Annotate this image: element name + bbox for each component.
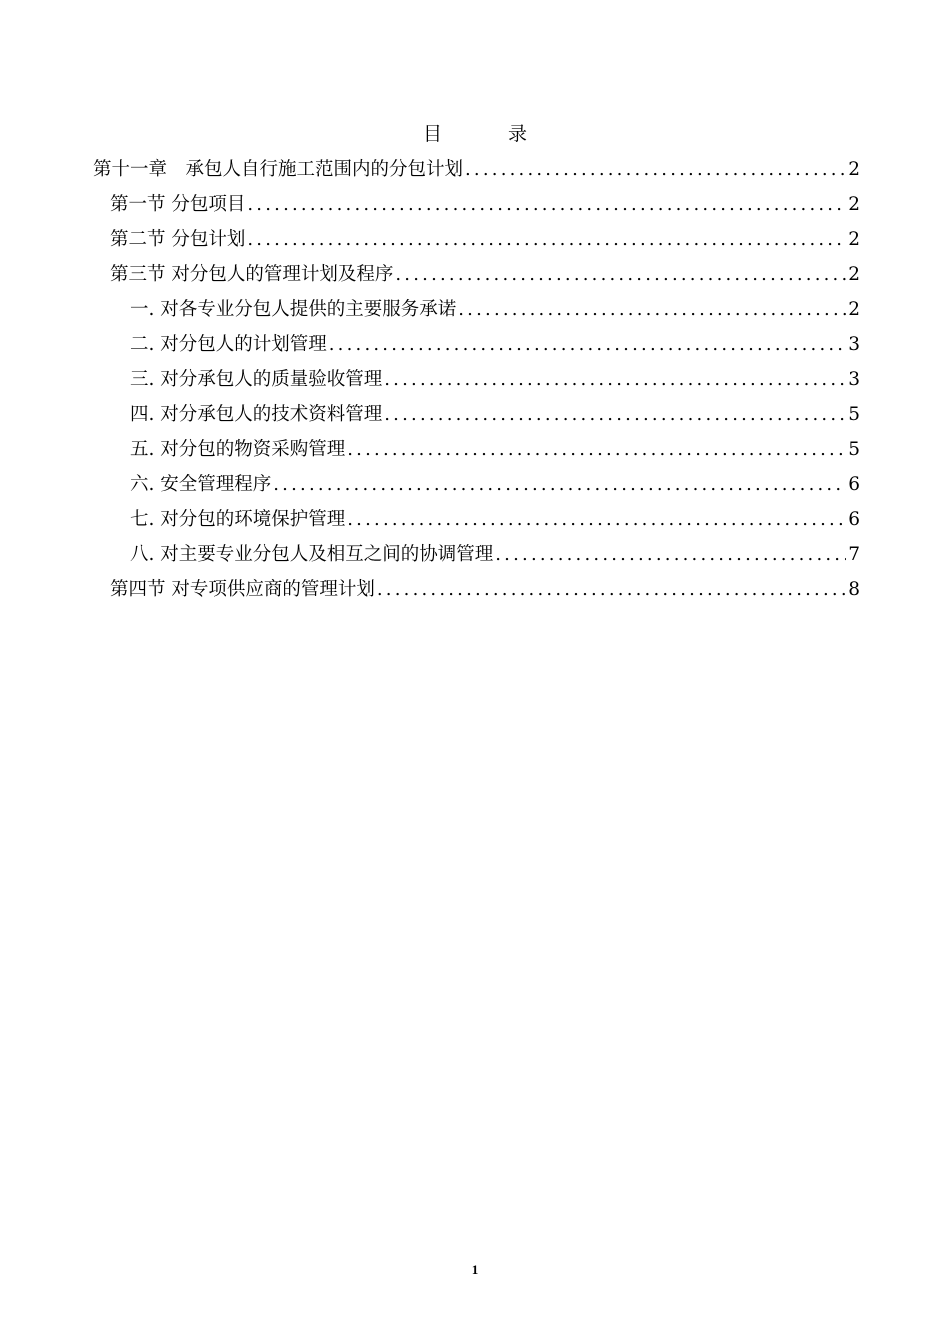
- toc-entry-page: 2: [848, 194, 860, 215]
- toc-entry-page: 6: [848, 474, 860, 495]
- toc-entry-page: 2: [848, 159, 860, 180]
- table-of-contents: [93, 152, 860, 607]
- toc-entry-page: 5: [848, 404, 860, 425]
- toc-entry-label: 八. 对主要专业分包人及相互之间的协调管理: [130, 544, 494, 565]
- toc-entry-chapter-11[interactable]: [93, 152, 860, 187]
- toc-dot-leader: [273, 467, 846, 502]
- toc-dot-leader: [384, 362, 846, 397]
- toc-entry-page: 3: [848, 334, 860, 355]
- toc-entry-item-2[interactable]: [93, 327, 860, 362]
- toc-entry-label: 二. 对分包人的计划管理: [130, 334, 327, 355]
- toc-entry-label: 第四节 对专项供应商的管理计划: [110, 579, 375, 600]
- toc-dot-leader: [247, 222, 846, 257]
- toc-entry-label: 七. 对分包的环境保护管理: [130, 509, 346, 530]
- toc-dot-leader: [465, 152, 846, 187]
- toc-dot-leader: [384, 397, 846, 432]
- toc-entry-label: 一. 对各专业分包人提供的主要服务承诺: [130, 299, 457, 320]
- toc-entry-item-3[interactable]: [93, 362, 860, 397]
- toc-entry-label: 三. 对分承包人的质量验收管理: [130, 369, 383, 390]
- toc-entry-page: 5: [848, 439, 860, 460]
- toc-entry-page: 2: [848, 299, 860, 320]
- toc-entry-page: 8: [848, 579, 860, 600]
- toc-entry-section-3[interactable]: [93, 257, 860, 292]
- toc-entry-section-1[interactable]: [93, 187, 860, 222]
- toc-entry-item-1[interactable]: [93, 292, 860, 327]
- toc-entry-page: 2: [848, 229, 860, 250]
- toc-dot-leader: [458, 292, 846, 327]
- toc-entry-page: 3: [848, 369, 860, 390]
- toc-dot-leader: [495, 537, 846, 572]
- toc-entry-item-4[interactable]: [93, 397, 860, 432]
- toc-entry-page: 2: [848, 264, 860, 285]
- toc-entry-label: 五. 对分包的物资采购管理: [130, 439, 346, 460]
- toc-entry-label: 第三节 对分包人的管理计划及程序: [110, 264, 394, 285]
- toc-dot-leader: [395, 257, 846, 292]
- toc-entry-label: 第一节 分包项目: [110, 194, 246, 215]
- toc-entry-page: 7: [848, 544, 860, 565]
- toc-dot-leader: [377, 572, 846, 607]
- toc-entry-item-6[interactable]: [93, 467, 860, 502]
- toc-entry-label: 六. 安全管理程序: [130, 474, 272, 495]
- toc-entry-section-2[interactable]: [93, 222, 860, 257]
- toc-entry-label: 四. 对分承包人的技术资料管理: [130, 404, 383, 425]
- toc-entry-section-4[interactable]: [93, 572, 860, 607]
- toc-dot-leader: [247, 187, 846, 222]
- toc-entry-item-5[interactable]: [93, 432, 860, 467]
- toc-entry-page: 6: [848, 509, 860, 530]
- page-number: 1: [471, 1262, 479, 1277]
- toc-dot-leader: [347, 502, 846, 537]
- toc-title: 目 录: [422, 123, 558, 145]
- toc-entry-label: 第二节 分包计划: [110, 229, 246, 250]
- toc-dot-leader: [329, 327, 846, 362]
- toc-entry-label: 第十一章 承包人自行施工范围内的分包计划: [93, 159, 464, 180]
- toc-entry-item-8[interactable]: [93, 537, 860, 572]
- toc-entry-item-7[interactable]: [93, 502, 860, 537]
- toc-dot-leader: [347, 432, 846, 467]
